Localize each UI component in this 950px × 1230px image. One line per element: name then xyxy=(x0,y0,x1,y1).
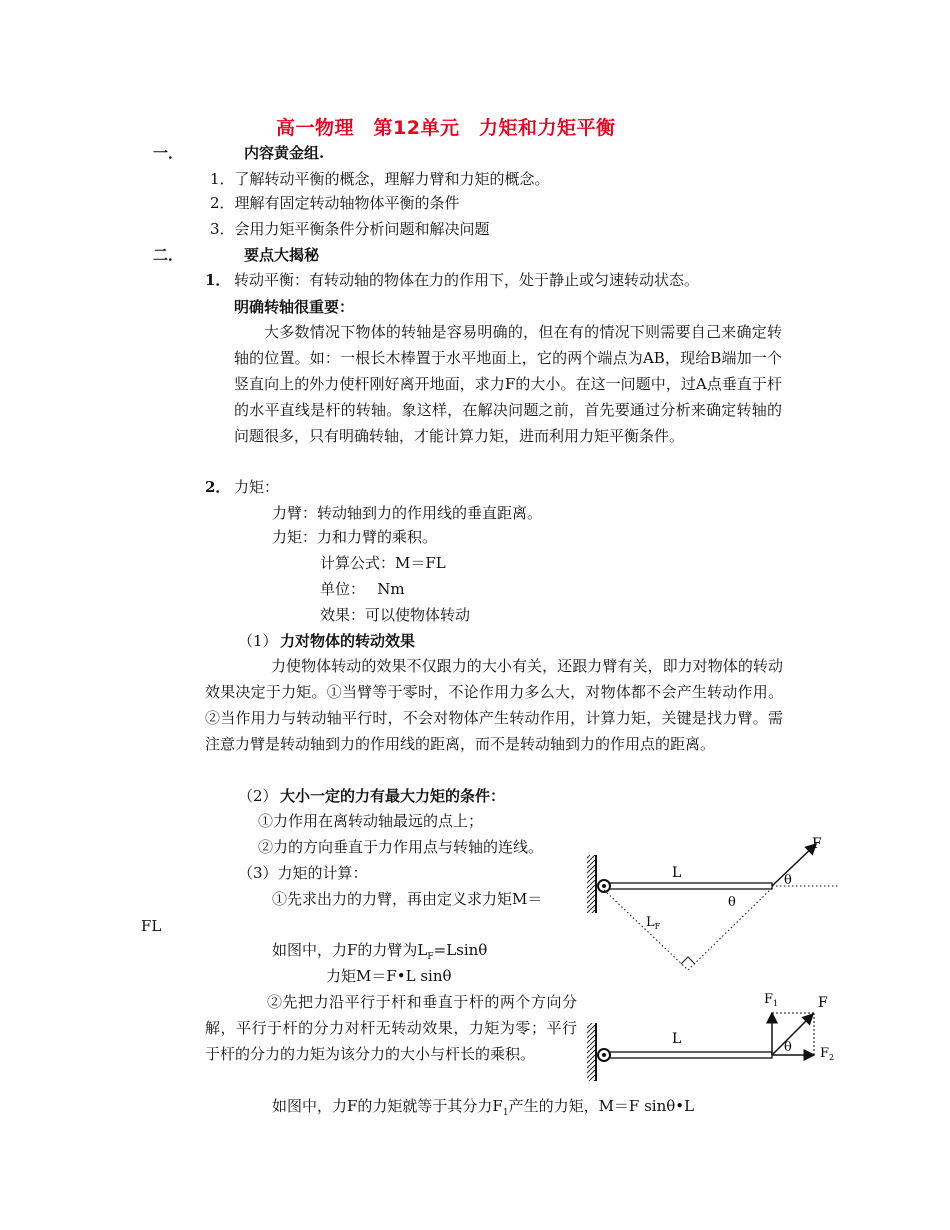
pivot-inner xyxy=(602,884,606,888)
rod xyxy=(604,1052,772,1058)
example-one xyxy=(272,940,487,967)
goal-item: 1．了解转动平衡的概念，理解力臂和力矩的概念。 xyxy=(210,170,550,188)
point-subheading: 明确转轴很重要： xyxy=(234,298,355,316)
condition-item: ②力的方向垂直于力作用点与转轴的连线。 xyxy=(258,838,544,856)
label-f: F xyxy=(818,995,828,1011)
sub-label: （2） xyxy=(238,787,278,805)
moment-formula: 力矩M＝F•L sinθ xyxy=(326,967,452,985)
label-f1-main: F xyxy=(764,992,774,1007)
definition-moment: 力矩：力和力臂的乘积。 xyxy=(272,528,438,546)
force-arrow xyxy=(772,844,816,886)
paragraph: 力使物体转动的效果不仅跟力的大小有关，还跟力臂有关，即力对物体的转动效果决定于力矩。①当臂等于零时，不论作用力多么大，对物体都不会产生转动作用。②当作用力与转动轴平行时，不会对物体产生转动作用，计算力矩，关键是找力臂。需注意力臂是转动轴到力的作用线的距离，而不是转动轴到力的作用点的距离。 xyxy=(205,657,783,753)
example-one-end: =Lsinθ xyxy=(433,941,488,959)
label-theta-outer: θ xyxy=(784,873,792,888)
method-one: ①先求出力的力臂，再由定义求力矩M＝ xyxy=(272,890,543,908)
section-number: 二． xyxy=(153,246,184,264)
lever-diagram-two xyxy=(580,985,845,1095)
method-two: ②先把力沿平行于杆和垂直于杆的两个方向分解，平行于杆的分力对杆无转动效果，力矩为零；平行于杆的分力的力矩为该分力的大小与杆长的乘积。 xyxy=(205,993,577,1063)
final-line-subscript: 1 xyxy=(502,1108,509,1118)
label-lf-main: L xyxy=(646,915,655,930)
example-one-subscript: F xyxy=(427,952,434,962)
point-text: 转动平衡：有转动轴的物体在力的作用下，处于静止或匀速转动状态。 xyxy=(234,271,700,289)
method-one-continued: FL xyxy=(141,917,162,935)
final-line-text: 如图中，力F的力矩就等于其分力F xyxy=(272,1097,503,1115)
label-f2-sub: 2 xyxy=(829,1053,835,1062)
label-f1 xyxy=(764,992,778,1008)
condition-item: ①力作用在离转动轴最远的点上； xyxy=(258,812,484,830)
rod xyxy=(604,883,772,889)
label-l: L xyxy=(672,1031,682,1047)
force-f-arrow xyxy=(772,1014,813,1055)
label-theta-inner: θ xyxy=(728,895,736,910)
formula: 计算公式：M＝FL xyxy=(320,554,446,572)
section-number: 一． xyxy=(153,144,184,162)
sub-heading: 力对物体的转动效果 xyxy=(280,632,416,650)
label-lf-sub: F xyxy=(654,922,661,931)
wall xyxy=(587,855,596,913)
label-theta: θ xyxy=(784,1040,792,1055)
section-heading: 要点大揭秘 xyxy=(244,246,320,264)
label-f2 xyxy=(820,1046,834,1062)
point-number: 1． xyxy=(205,271,231,289)
section-heading: 内容黄金组. xyxy=(244,144,325,162)
goal-item: 2．理解有固定转动轴物体平衡的条件 xyxy=(210,194,460,212)
example-one-text: 如图中，力F的力臂为L xyxy=(272,941,428,959)
lever-arm-line xyxy=(604,890,688,970)
wall xyxy=(587,1023,596,1081)
sub-heading: 大小一定的力有最大力矩的条件： xyxy=(280,787,506,805)
lever-diagram-one xyxy=(580,830,845,980)
sub-label: （3）力矩的计算： xyxy=(238,864,368,882)
final-line xyxy=(272,1096,694,1123)
label-lf xyxy=(646,915,661,931)
goal-item: 3．会用力矩平衡条件分析问题和解决问题 xyxy=(210,220,490,238)
right-angle-mark xyxy=(681,957,695,964)
point-label: 力矩： xyxy=(234,478,280,496)
point-number: 2． xyxy=(205,478,231,496)
final-line-end: 产生的力矩，M＝F sinθ•L xyxy=(508,1097,695,1115)
label-f: F xyxy=(812,836,822,852)
sub-label: （1） xyxy=(238,632,278,650)
paragraph: 大多数情况下物体的转轴是容易明确的，但在有的情况下则需要自己来确定转轴的位置。如：一根长木棒置于水平地面上，它的两个端点为AB，现给B端加一个竖直向上的外力使杆刚好离开地面，求力F的大小。在这一问题中，过A点垂直于杆的水平直线是杆的转轴。象这样，在解决问题之前，首先要通过分析来确定转轴的问题很多，只有明确转轴，才能计算力矩，进而利用力矩平衡条件。 xyxy=(234,323,782,445)
label-f2-main: F xyxy=(820,1046,830,1061)
definition-arm: 力臂：转动轴到力的作用线的垂直距离。 xyxy=(272,504,543,522)
effect: 效果：可以使物体转动 xyxy=(320,606,471,624)
unit: 单位： Nm xyxy=(320,580,405,598)
pivot-inner xyxy=(602,1053,606,1057)
page-title: 高一物理 第12单元 力矩和力矩平衡 xyxy=(276,117,616,139)
label-f1-sub: 1 xyxy=(773,999,779,1008)
label-l: L xyxy=(672,865,682,881)
